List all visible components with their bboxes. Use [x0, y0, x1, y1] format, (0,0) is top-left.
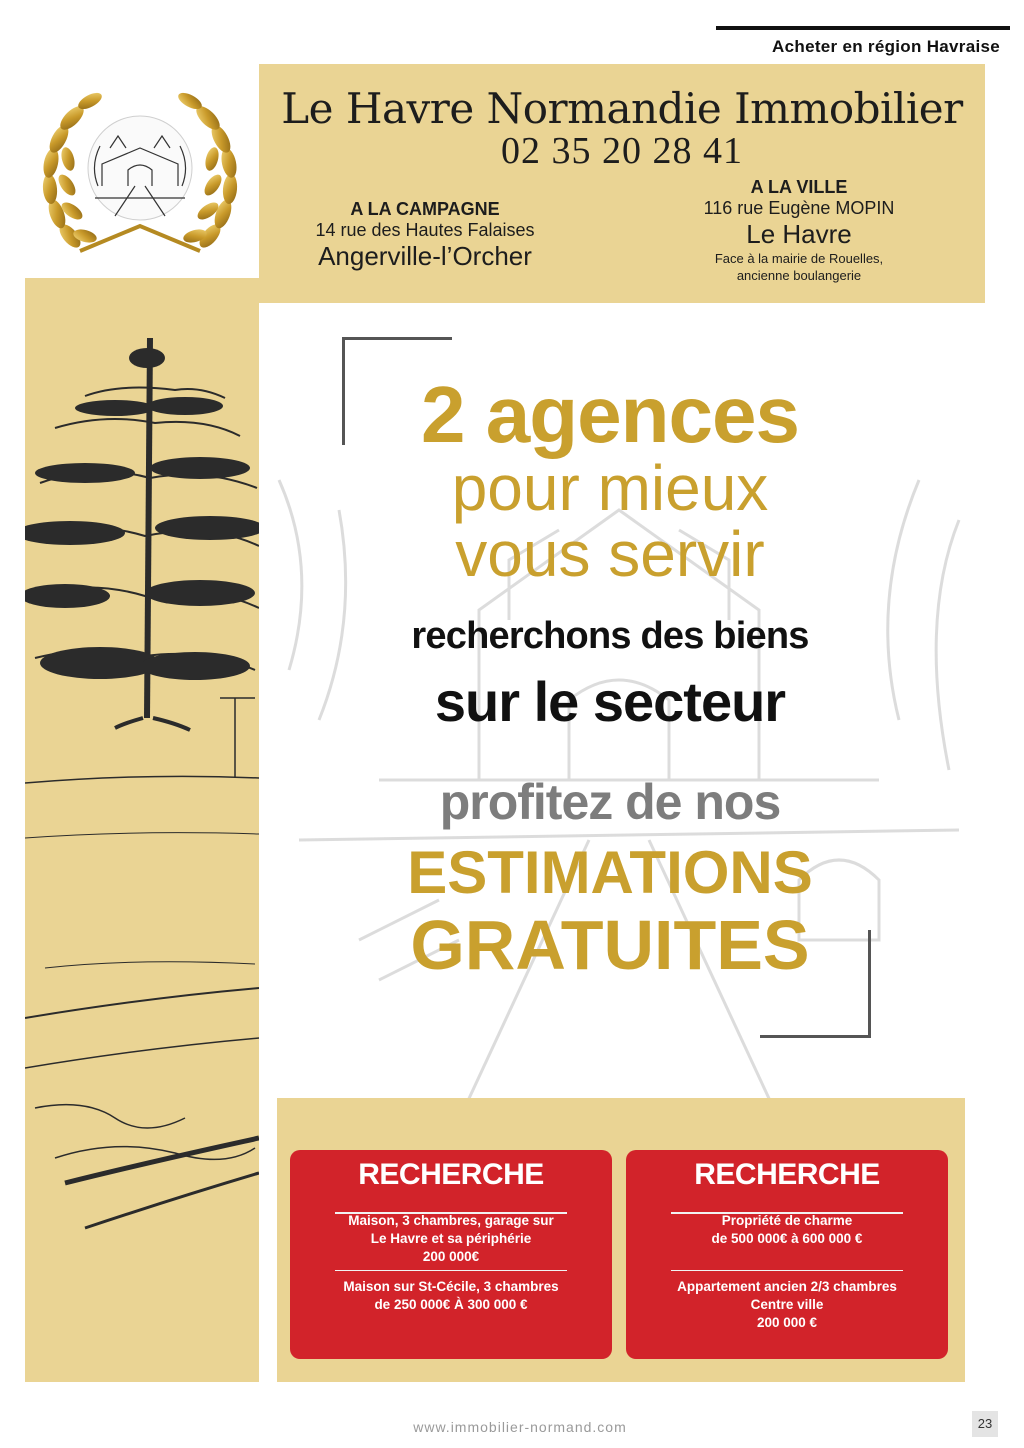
- search-card-2: [626, 1150, 948, 1359]
- top-rule: [716, 26, 1010, 30]
- office-ville-label: A LA VILLE: [750, 177, 848, 197]
- search-card-1-item-1-line-1: Maison, 3 chambres, garage sur: [348, 1213, 554, 1228]
- laurel-wreath-logo: [40, 86, 240, 261]
- tree-sketch: [25, 278, 259, 1382]
- headline-line-1: 2 agences: [421, 370, 799, 459]
- search-card-1-item-2-line-1: Maison sur St-Cécile, 3 chambres: [343, 1279, 559, 1294]
- office-ville-street: 116 rue Eugène MOPIN: [703, 198, 895, 218]
- headline-line-4: recherchons des biens: [411, 615, 809, 657]
- headline-line-3: vous servir: [455, 518, 765, 590]
- headline-line-5: sur le secteur: [434, 670, 786, 733]
- search-card-1-title: RECHERCHE: [358, 1158, 544, 1191]
- search-card-1-item-1-line-2: Le Havre et sa périphérie: [370, 1231, 532, 1246]
- search-card-2-title: RECHERCHE: [694, 1158, 880, 1191]
- office-ville-note-1: Face à la mairie de Rouelles,: [714, 251, 884, 266]
- office-campagne-city: Angerville-l’Orcher: [318, 241, 532, 271]
- search-card-1-divider: [335, 1270, 567, 1271]
- headline-line-6: profitez de nos: [439, 774, 781, 830]
- search-requests-panel: [277, 1098, 965, 1382]
- office-campagne: [275, 199, 575, 272]
- office-ville-city: Le Havre: [746, 219, 852, 249]
- search-card-1-item-1-line-3: 200 000€: [422, 1249, 480, 1264]
- search-card-2-item-1-line-2: de 500 000€ à 600 000 €: [711, 1231, 863, 1246]
- bracket-bottom-right-horizontal: [760, 1035, 871, 1038]
- search-card-2-item-2-line-1: Appartement ancien 2/3 chambres: [677, 1279, 897, 1294]
- footer-website-link[interactable]: www.immobilier-normand.com: [413, 1419, 627, 1435]
- agency-header: [259, 64, 985, 303]
- headline-line-7: ESTIMATIONS: [407, 839, 813, 906]
- left-decor-column: [25, 278, 259, 1382]
- search-card-2-item-2-line-3: 200 000 €: [756, 1315, 818, 1330]
- search-card-1-item-2-line-2: de 250 000€ À 300 000 €: [374, 1297, 528, 1312]
- search-card-2-item-2-line-2: Centre ville: [750, 1297, 824, 1312]
- search-card-2-item-1-line-1: Propriété de charme: [721, 1213, 853, 1228]
- bracket-top-left-horizontal: [342, 337, 452, 340]
- office-ville: [639, 177, 959, 284]
- headline-line-8: GRATUITES: [410, 906, 810, 984]
- office-ville-note-2: ancienne boulangerie: [736, 268, 862, 283]
- section-title: Acheter en région Havraise: [772, 37, 1000, 56]
- agency-name: Le Havre Normandie Immobilier: [281, 84, 963, 133]
- search-card-1: [290, 1150, 612, 1359]
- agency-phone[interactable]: 02 35 20 28 41: [501, 130, 743, 172]
- search-card-2-divider: [671, 1270, 903, 1271]
- headline-line-2: pour mieux: [451, 452, 769, 524]
- office-campagne-label: A LA CAMPAGNE: [350, 199, 500, 219]
- office-campagne-street: 14 rue des Hautes Falaises: [315, 220, 535, 240]
- page-number: 23: [972, 1411, 998, 1437]
